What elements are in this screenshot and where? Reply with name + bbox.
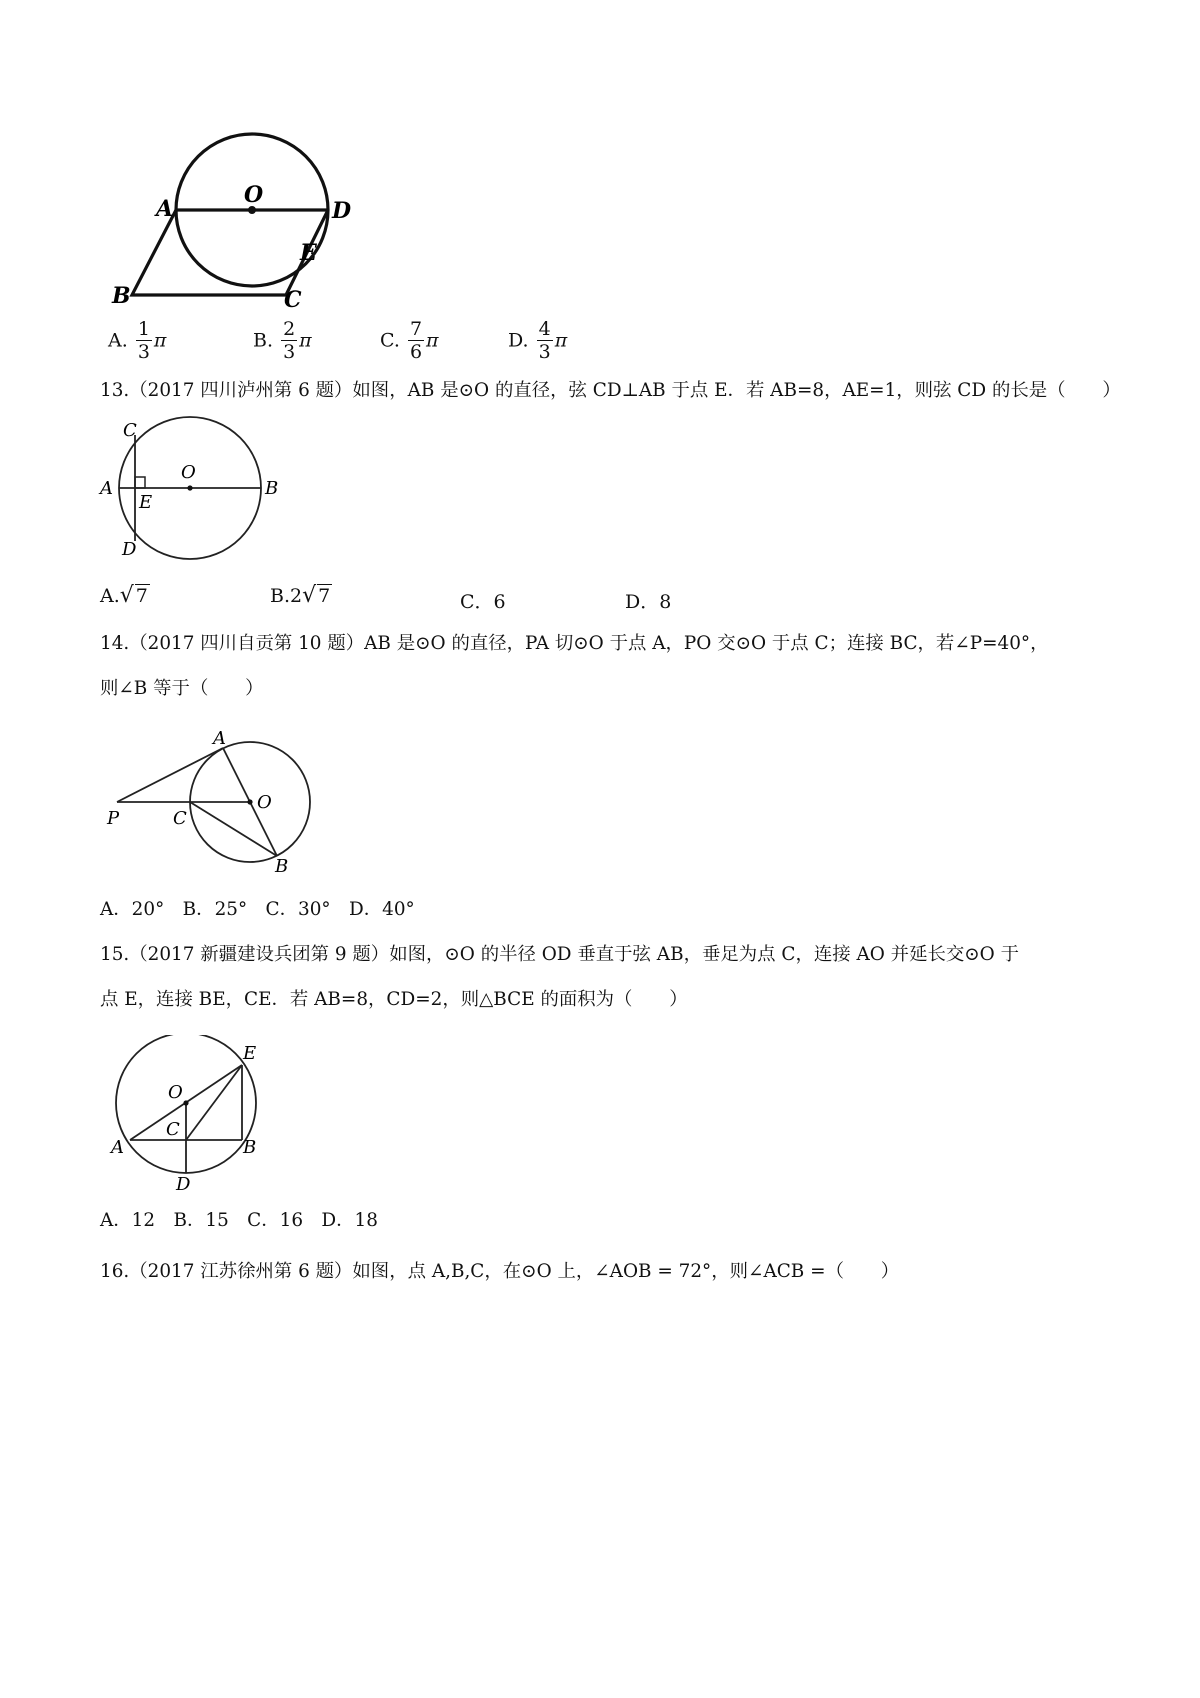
q13-label-D: D xyxy=(122,539,137,560)
q12-option-a-label: A. xyxy=(108,329,128,352)
q13-option-c: C．6 xyxy=(460,591,506,613)
q13-label-A: A xyxy=(100,478,113,499)
sqrt-icon: √ xyxy=(119,583,134,608)
q15-stem-line1: 15.（2017 新疆建设兵团第 9 题）如图，⊙O 的半径 OD 垂直于弦 AB，垂足为点 C，连接 AO 并延长交⊙O 于 xyxy=(100,944,1019,965)
q12-b-pi: π xyxy=(299,329,312,352)
q12-label-B: B xyxy=(112,283,131,309)
q12-d-num: 4 xyxy=(538,318,551,340)
q14-tangent-pa xyxy=(117,748,223,802)
q12-b-num: 2 xyxy=(283,318,296,340)
q12-label-O: O xyxy=(244,182,264,208)
sqrt-icon: √ xyxy=(302,583,317,608)
q15-figure xyxy=(100,1035,280,1195)
q15-label-D: D xyxy=(176,1174,191,1195)
q12-option-b xyxy=(253,318,373,363)
q13-label-E: E xyxy=(139,492,153,513)
q15-label-A: A xyxy=(111,1137,124,1158)
q12-c-num: 7 xyxy=(409,318,423,340)
q12-option-a-fraction xyxy=(136,318,152,363)
q12-option-d-label: D. xyxy=(508,329,529,352)
q14-options: A．20° B．25° C．30° D．40° xyxy=(100,899,415,920)
q14-label-P: P xyxy=(107,808,120,829)
q12-label-E: E xyxy=(300,240,317,266)
q12-c-pi: π xyxy=(426,329,439,352)
q12-option-b-label: B. xyxy=(253,329,274,352)
q12-c-den: 6 xyxy=(409,341,423,363)
q13-stem: 13.（2017 四川泸州第 6 题）如图，AB 是⊙O 的直径，弦 CD⊥AB 于点 E．若 AB=8，AE=1，则弦 CD 的长是（ ） xyxy=(100,380,1121,401)
q12-option-c xyxy=(380,318,500,363)
q14-stem-line1: 14.（2017 四川自贡第 10 题）AB 是⊙O 的直径，PA 切⊙O 于点 A，PO 交⊙O 于点 C；连接 BC，若∠P=40°， xyxy=(100,633,1049,654)
q13-option-a-label: A. xyxy=(100,585,120,607)
q12-d-pi: π xyxy=(554,329,568,352)
q15-segment-ce xyxy=(186,1065,242,1140)
q13-right-angle-mark xyxy=(135,477,145,488)
q12-label-A: A xyxy=(156,196,174,222)
q12-option-c-label: C. xyxy=(380,329,400,352)
q13-option-a xyxy=(100,583,150,608)
q15-stem-line2: 点 E，连接 BE，CE．若 AB=8，CD=2，则△BCE 的面积为（ ） xyxy=(100,989,688,1010)
q12-option-d-fraction xyxy=(537,318,553,363)
q16-stem: 16.（2017 江苏徐州第 6 题）如图，点 A,B,C，在⊙O 上，∠AOB = 72°，则∠ACB =（ ） xyxy=(100,1261,900,1282)
q13-label-O: O xyxy=(181,462,196,483)
q12-b-den: 3 xyxy=(283,341,296,363)
q12-a-den: 3 xyxy=(137,341,150,363)
q13-option-b-label: B.2 xyxy=(270,585,303,607)
q15-options: A．12 B．15 C．16 D．18 xyxy=(100,1210,378,1231)
q13-option-a-radicand: 7 xyxy=(135,585,148,607)
q14-stem-line2: 则∠B 等于（ ） xyxy=(100,678,264,699)
q13-center-dot xyxy=(187,485,192,490)
q13-label-B: B xyxy=(265,478,279,499)
q14-label-A: A xyxy=(213,728,226,749)
q14-label-O: O xyxy=(257,792,272,813)
q12-label-C: C xyxy=(284,287,302,313)
q12-option-a xyxy=(108,318,228,363)
q14-label-B: B xyxy=(275,856,289,877)
q13-option-d: D．8 xyxy=(625,591,672,613)
q15-label-B: B xyxy=(243,1137,257,1158)
q15-label-E: E xyxy=(243,1043,257,1064)
q12-option-c-fraction xyxy=(408,318,424,363)
q15-label-C: C xyxy=(166,1119,180,1140)
q14-label-C: C xyxy=(173,808,187,829)
q12-a-pi: π xyxy=(153,329,167,352)
q12-option-b-fraction xyxy=(281,318,297,363)
q13-label-C: C xyxy=(123,420,137,441)
q14-center-dot xyxy=(247,799,252,804)
q15-label-O: O xyxy=(168,1082,183,1103)
q13-option-b-radicand: 7 xyxy=(318,585,331,607)
q12-d-den: 3 xyxy=(538,341,551,363)
q13-option-b xyxy=(270,583,332,608)
q13-figure xyxy=(95,415,295,575)
q15-center-dot xyxy=(183,1100,188,1105)
q12-figure xyxy=(110,120,380,335)
q12-option-d xyxy=(508,318,628,363)
q14-figure xyxy=(95,720,345,890)
q12-label-D: D xyxy=(332,198,352,224)
q12-a-num: 1 xyxy=(137,318,150,340)
